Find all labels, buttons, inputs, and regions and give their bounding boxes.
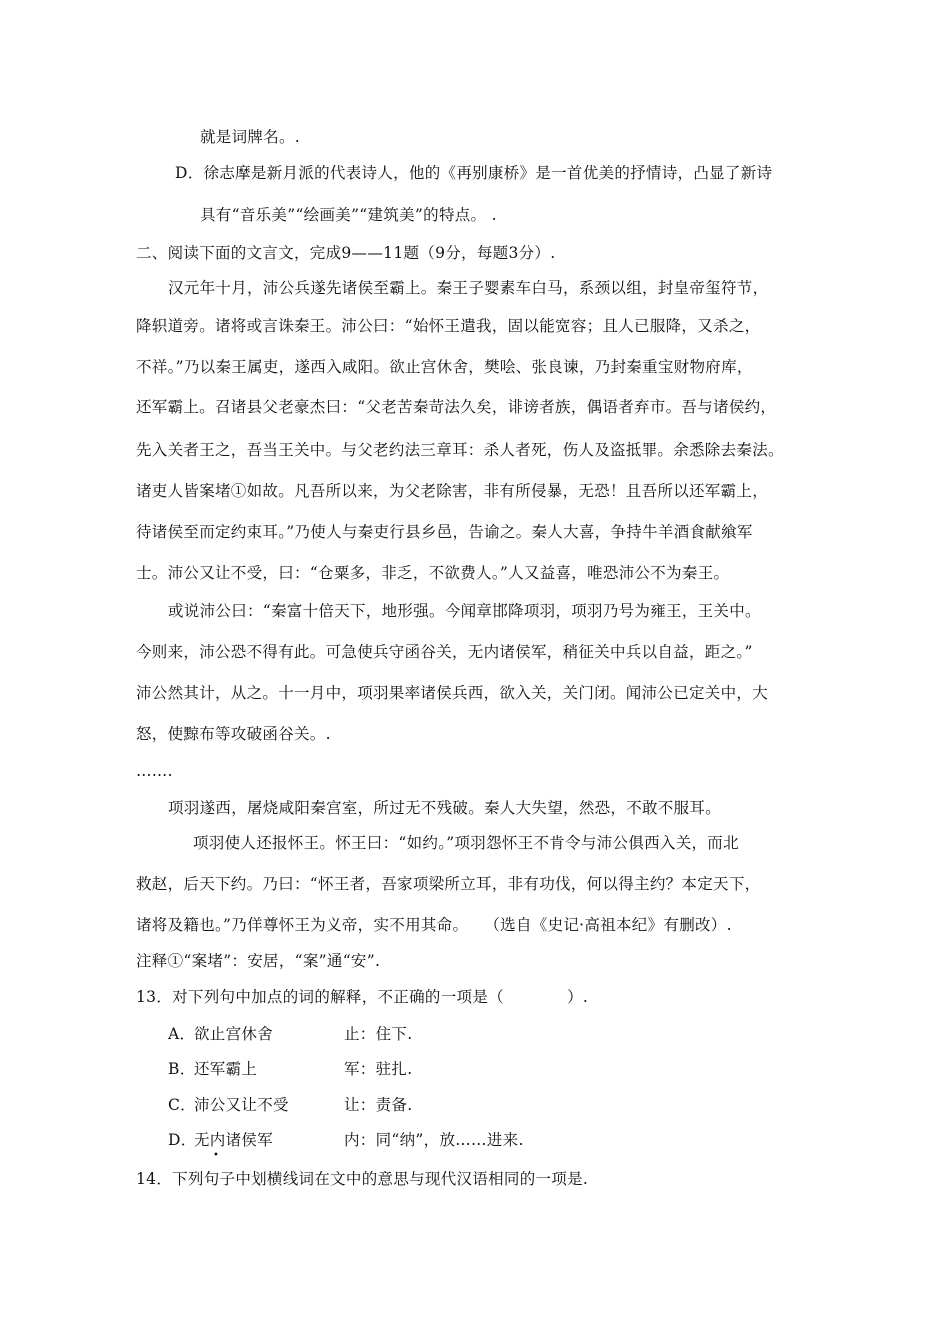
passage-line: 项羽遂西，屠烧咸阳秦宫室，所过无不残破。秦人大失望，然恐，不敢不服耳。 [168, 799, 722, 817]
option-c [168, 1094, 412, 1116]
option-letter: C． [168, 1096, 196, 1114]
question-13-stem: 13．对下列句中加点的词的解释，不正确的一项是（ ）. [136, 988, 589, 1006]
option-sentence: 无内诸侯军 [194, 1131, 274, 1149]
annotation-note: 注释①“案堵”：安居，“案”通“安”. [136, 952, 381, 970]
option-d [168, 1129, 524, 1151]
passage-line: 怒，使黥布等攻破函谷关。. [136, 725, 331, 743]
passage-line: 汉元年十月，沛公兵遂先诸侯至霸上。秦王子婴素车白马，系颈以组，封皇帝玺符节， [168, 279, 769, 297]
option-d-line-1: D．徐志摩是新月派的代表诗人，他的《再别康桥》是一首优美的抒情诗，凸显了新诗 [175, 164, 773, 182]
passage-line: 不祥。”乃以秦王属吏，遂西入咸阳。欲止宫休舍，樊哙、张良谏，乃封秦重宝财物府库， [136, 358, 753, 376]
passage-line: 沛公然其计，从之。十一月中，项羽果率诸侯兵西，欲入关，关门闭。闻沛公已定关中，大 [136, 684, 769, 702]
option-gloss: 内：同“纳”，放……进来. [344, 1131, 524, 1149]
option-letter: B． [168, 1060, 196, 1078]
option-letter: D． [168, 1131, 197, 1149]
passage-line: 降轵道旁。诸将或言诛秦王。沛公曰：“始怀王遣我，固以能宽容；且人已服降，又杀之， [136, 317, 761, 335]
passage-line: 还军霸上。召诸县父老豪杰曰：“父老苦秦苛法久矣，诽谤者族，偶语者弃市。吾与诸侯约， [136, 398, 777, 416]
emphasis-dot-icon: • [213, 1150, 219, 1161]
option-gloss: 军：驻扎. [344, 1060, 413, 1078]
option-letter: A． [168, 1025, 196, 1043]
passage-line: 待诸侯至而定约束耳。”乃使人与秦吏行县乡邑，告谕之。秦人大喜，争持牛羊酒食献飨军 [136, 523, 753, 541]
passage-line: 或说沛公曰：“秦富十倍天下，地形强。今闻章邯降项羽，项羽乃号为雍王，王关中。 [168, 602, 761, 620]
option-sentence: 还军霸上 [194, 1060, 258, 1078]
question-14-stem: 14．下列句子中划横线词在文中的意思与现代汉语相同的一项是. [136, 1170, 589, 1188]
passage-line: 先入关者王之，吾当王关中。与父老约法三章耳：杀人者死，伤人及盗抵罪。余悉除去秦法。 [136, 441, 784, 459]
section-heading: 二、阅读下面的文言文，完成9——11题（9分，每题3分）. [136, 244, 556, 262]
passage-line: 项羽使人还报怀王。怀王曰：“如约。”项羽怨怀王不肯令与沛公俱西入关，而北 [193, 834, 739, 852]
option-b [168, 1058, 412, 1080]
passage-line: 诸吏人皆案堵①如故。凡吾所以来，为父老除害，非有所侵暴，无恐！且吾所以还军霸上， [136, 482, 769, 500]
option-sentence: 沛公又让不受 [194, 1096, 289, 1114]
option-sentence: 欲止宫休舍 [194, 1025, 274, 1043]
passage-line: 今则来，沛公恐不得有此。可急使兵守函谷关，无内诸侯军，稍征关中兵以自益，距之。” [136, 643, 753, 661]
continuation-line: 就是词牌名。. [200, 128, 301, 146]
passage-line: 士。沛公又让不受，曰：“仓粟多，非乏，不欲费人。”人又益喜，唯恐沛公不为秦王。 [136, 564, 730, 582]
option-gloss: 让：责备. [344, 1096, 413, 1114]
ellipsis-line: ……. [136, 762, 173, 780]
option-gloss: 止：住下. [344, 1025, 413, 1043]
passage-line: 救赵，后天下约。乃曰：“怀王者，吾家项梁所立耳，非有功伐，何以得主约？本定天下， [136, 875, 761, 893]
option-d-line-2: 具有“音乐美”“绘画美”“建筑美”的特点。 . [200, 206, 497, 224]
source-line: 诸将及籍也。”乃佯尊怀王为义帝，实不用其命。 （选自《史记·高祖本纪》有删改）. [136, 916, 732, 934]
option-a [168, 1023, 412, 1045]
